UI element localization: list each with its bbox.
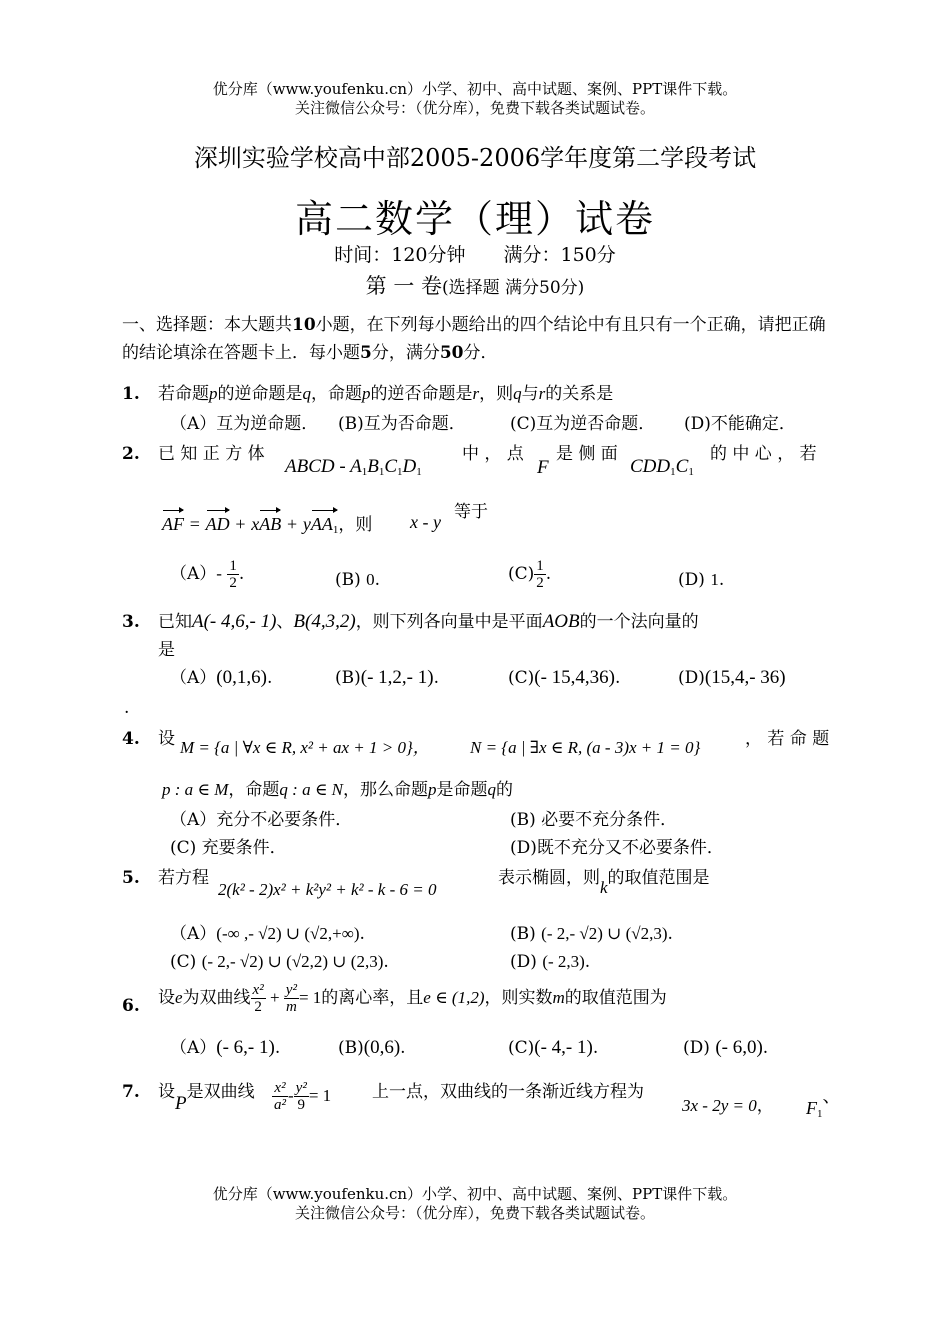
q5-option-c: (C) (- 2,- √2) ∪ (√2,2) ∪ (2,3). (170, 952, 389, 972)
time-info: 时间：120分钟 (334, 244, 466, 266)
question-number: 6. (122, 996, 140, 1016)
q2-text-5: 等于 (454, 502, 488, 522)
q4-option-d: (D)既不充分又不必要条件． (510, 838, 724, 858)
question-3-stem: 已知A(- 4,6,- 1)、B(4,3,2)，则下列各向量中是平面AOB的一个法向量的 (158, 611, 699, 632)
question-number: 5. (122, 868, 140, 888)
intro-points: 5 (360, 343, 372, 363)
q7-text-1: 设P是双曲线 (158, 1082, 255, 1114)
q1-option-d: (D)不能确定． (684, 414, 796, 434)
q6-option-b: (B)(0,6). (338, 1037, 406, 1058)
section-intro (122, 311, 842, 367)
q2-option-c: (C) $\frac{1}{2}$ . (508, 558, 552, 591)
q7-asymptote: 3x - 2y = 0， (682, 1096, 774, 1116)
q1-option-a: （A）互为逆命题． (170, 414, 319, 434)
q4-text-1: 设 (158, 729, 175, 749)
question-number: 3. (122, 612, 140, 632)
q2-option-d: (D) 1. (678, 570, 725, 590)
site-header-line1: 优分库（www.youfenku.cn）小学、初中、高中试题、案例、PPT课件下载。 (212, 80, 738, 98)
q2-face: $CDD_1C_1$ (630, 456, 694, 478)
intro-total: 50 (439, 343, 464, 363)
question-number: 2. (122, 444, 140, 464)
question-3 (122, 610, 140, 634)
q5-equation: 2(k² - 2)x² + k²y² + k² - k - 6 = 0 (218, 880, 437, 899)
intro-text: 分，满分 (371, 343, 440, 363)
q2-option-a: （A）- $\frac{1}{2}$ . (170, 558, 245, 591)
q2-option-b: (B) 0. (335, 570, 381, 590)
site-footer-line2: 关注微信公众号：（优分库），免费下载各类试题试卷。 (294, 1204, 655, 1222)
q6-option-d: (D) (- 6,0). (683, 1037, 769, 1058)
score-info: 满分：150分 (503, 244, 616, 266)
q2-x-minus-y: x - y (410, 512, 441, 532)
q3-option-b: (B)(- 1,2,- 1). (335, 667, 439, 688)
question-1-stem: 若命题p的逆命题是q，命题p的逆否命题是r，则q与r的关系是 (158, 384, 614, 404)
question-number: 7. (122, 1082, 140, 1102)
q7-hyperbola: $\frac{\text{x²}}{\text{a²}}$ - $\frac{\text{y²}}{9}$ = 1 (274, 1080, 332, 1113)
question-7 (122, 1080, 140, 1104)
q6-option-c: (C)(- 4,- 1). (508, 1037, 599, 1058)
question-6-stem: 设e为双曲线 $\frac{\text{x²}}{2}$ + $\frac{\text{y²}}{m}$ = 1的离心率，且e ∈ (1,2)，则实数m的取值范围为 (158, 982, 667, 1015)
main-title: 高二数学（理）试卷 (294, 197, 655, 241)
q3-text-cont: 是 (158, 640, 175, 660)
question-1 (122, 382, 140, 406)
site-footer-line1: 优分库（www.youfenku.cn）小学、初中、高中试题、案例、PPT课件下载。 (212, 1185, 738, 1203)
question-number: 4. (122, 729, 140, 749)
q3-option-c: (C)(- 15,4,36). (508, 667, 621, 688)
q5-option-a: （A）(-∞ ,- √2) ∪ (√2,+∞). (170, 924, 365, 944)
exam-meta (0, 240, 950, 267)
q3-option-a: （A）(0,1,6). (170, 667, 273, 688)
intro-text: 一、选择题：本大题共 (122, 315, 292, 335)
q4-set-n: N = {a | ∃x ∈ R, (a - 3)x + 1 = 0} (470, 738, 701, 757)
question-4 (122, 727, 140, 751)
q5-option-b: (B) (- 2,- √2) ∪ (√2,3). (510, 924, 673, 944)
q7-focus: $F_1$、 (806, 1086, 841, 1120)
question-number: 1. (122, 384, 140, 404)
volume-heading (0, 270, 950, 300)
q5-text-1: 若方程 (158, 868, 209, 888)
q4-option-a: （A）充分不必要条件． (170, 810, 353, 830)
q2-text-3: 是 侧 面 (556, 444, 618, 464)
q3-option-d: (D)(15,4,- 36) (678, 667, 786, 688)
q1-option-b: (B)互为否命题． (338, 414, 466, 434)
q4-set-m: M = {a | ∀x ∈ R, x² + ax + 1 > 0}， (180, 738, 430, 757)
q2-cube: ABCD - $A_1B_1C_1D_1$ (285, 456, 422, 478)
q4-text-2: ， 若 命 题 (745, 729, 830, 749)
q5-option-d: (D) (- 2,3). (510, 952, 591, 972)
q7-text-2: 上一点，双曲线的一条渐近线方程为 (372, 1082, 644, 1102)
q5-text-2: 表示椭圆，则k的取值范围是 (498, 868, 710, 897)
volume-note: (选择题 满分50分) (442, 278, 585, 298)
q2-text-2: 中 ， 点 (462, 444, 524, 464)
q4-line-2: p : a ∈ M，命题q : a ∈ N，那么命题p是命题q的 (162, 780, 513, 800)
intro-text: 小题，在下列每小题给出的四个结论中有且只有一个正确，请把正确的结论填涂在答题卡上．每小题 (122, 315, 826, 363)
question-6 (122, 994, 140, 1018)
question-2 (122, 442, 140, 466)
intro-text: 分． (463, 343, 498, 363)
q3-trailing-dot: . (124, 698, 130, 718)
q4-option-b: (B) 必要不充分条件． (510, 810, 678, 830)
q1-option-c: (C)互为逆否命题． (510, 414, 656, 434)
q2-text-1: 已 知 正 方 体 (158, 444, 265, 464)
q6-option-a: （A）(- 6,- 1). (170, 1037, 281, 1058)
question-5 (122, 866, 140, 890)
site-header-line2: 关注微信公众号：（优分库），免费下载各类试题试卷。 (294, 99, 655, 117)
volume-label: 第 一 卷 (365, 274, 443, 298)
q2-vector-equation: AF = AD + xAB + yAA$_1$，则 (162, 508, 372, 542)
school-title: 深圳实验学校高中部2005-2006学年度第二学段考试 (193, 144, 757, 172)
intro-count: 10 (292, 315, 316, 335)
q2-text-4: 的 中 心 ， 若 (710, 444, 817, 464)
q4-option-c: (C) 充要条件． (170, 838, 287, 858)
q2-point-f: F (537, 457, 549, 478)
